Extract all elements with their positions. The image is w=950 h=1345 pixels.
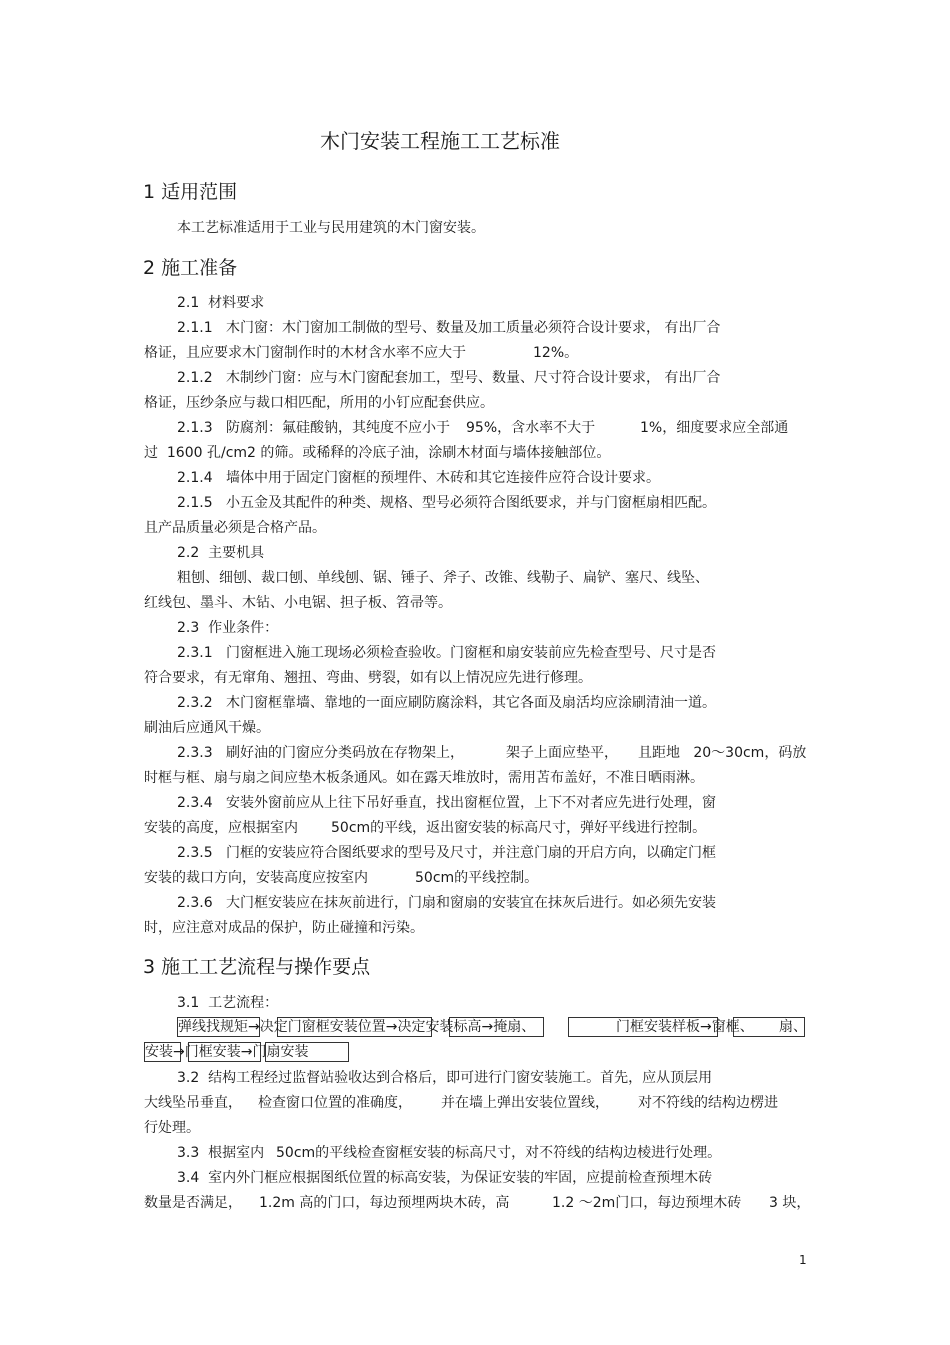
text-line: 1.2m 高的门口，每边预埋两块木砖，高 [259,1195,510,1211]
text-line: 行处理。 [144,1120,200,1136]
text-line: 2.3 作业条件： [177,620,279,636]
text-line: 2.1.2 木制纱门窗：应与木门窗配套加工，型号、数量、尺寸符合设计要求， 有出厂合 [177,370,721,386]
text-line: 50cm的平线，返出窗安装的标高尺寸，弹好平线进行控制。 [331,820,707,836]
flow-text: 弹线找规矩→决定门窗框安装位置→决定安装标高→掩扇、 [178,1019,536,1035]
text-line: 格证，且应要求木门窗制作时的木材含水率不应大于 [144,345,466,361]
text-line: 2.2 主要机具 [177,545,265,561]
text-line: 12%。 [533,345,579,361]
text-line: 1%，细度要求应全部通 [640,420,789,436]
flow-text: 扇、 [779,1019,807,1035]
text-line: 2.3.6 大门框安装应在抹灰前进行，门扇和窗扇的安装宜在抹灰后进行。如必须先安装 [177,895,716,911]
text-line: 时框与框、扇与扇之间应垫木板条通风。如在露天堆放时，需用苫布盖好，不准日晒雨淋。 [144,770,704,786]
paragraph: 本工艺标准适用于工业与民用建筑的木门窗安装。 [177,220,485,236]
text-line: 架子上面应垫平， [506,745,618,761]
section-1-heading: 1 适用范围 [143,181,238,203]
text-line: 95%，含水率不大于 [466,420,596,436]
text-line: 安装的高度，应根据室内 [144,820,298,836]
text-line: 1.2 ～2m门口，每边预埋木砖 [552,1195,742,1211]
text-line: 2.1.3 防腐剂：氟硅酸钠，其纯度不应小于 [177,420,450,436]
text-line: 且产品质量必须是合格产品。 [144,520,326,536]
text-line: 2.1 材料要求 [177,295,265,311]
page-title: 木门安装工程施工工艺标准 [320,129,560,153]
text-line: 2.3.3 刷好油的门窗应分类码放在存物架上， [177,745,464,761]
text-line: 对不符线的结构边楞进 [638,1095,778,1111]
text-line: 2.3.5 门框的安装应符合图纸要求的型号及尺寸，并注意门扇的开启方向，以确定门框 [177,845,716,861]
text-line: 粗刨、细刨、裁口刨、单线刨、锯、锤子、斧子、改锥、线勒子、扁铲、塞尺、线坠、 [177,570,709,586]
text-line: 2.1.5 小五金及其配件的种类、规格、型号必须符合图纸要求，并与门窗框扇相匹配。 [177,495,716,511]
text-line: 数量是否满足， [144,1195,242,1211]
text-line: 2.3.4 安装外窗前应从上往下吊好垂直，找出窗框位置，上下不对者应先进行处理，窗 [177,795,716,811]
page-number: 1 [799,1253,807,1267]
text-line: 50cm的平线检查窗框安装的标高尺寸，对不符线的结构边棱进行处理。 [276,1145,722,1161]
text-line: 安装的裁口方向，安装高度应按室内 [144,870,368,886]
text-line: 2.3.2 木门窗框靠墙、靠地的一面应刷防腐涂料，其它各面及扇活均应涂刷清油一道。 [177,695,716,711]
text-line: 红线包、墨斗、木钻、小电锯、担子板、笤帚等。 [144,595,452,611]
text-line: 3.1 工艺流程： [177,995,279,1011]
text-line: 3 块， [769,1195,811,1211]
text-line: 过 1600 孔/cm2 的筛。或稀释的冷底子油，涂刷木材面与墙体接触部位。 [144,445,611,461]
section-3-heading: 3 施工工艺流程与操作要点 [143,956,371,978]
flow-text: 门框安装样板→窗框、 [616,1019,754,1035]
text-line: 3.3 根据室内 [177,1145,265,1161]
text-line: 2.3.1 门窗框进入施工现场必须检查验收。门窗框和扇安装前应先检查型号、尺寸是否 [177,645,716,661]
text-line: 2.1.1 木门窗：木门窗加工制做的型号、数量及加工质量必须符合设计要求， 有出厂合 [177,320,721,336]
text-line: 大线坠吊垂直， [144,1095,242,1111]
text-line: 刷油后应通风干燥。 [144,720,270,736]
text-line: 格证，压纱条应与裁口相匹配，所用的小钉应配套供应。 [144,395,494,411]
text-line: 并在墙上弹出安装位置线， [441,1095,609,1111]
section-2-heading: 2 施工准备 [143,257,238,279]
text-line: 检查窗口位置的准确度， [258,1095,412,1111]
text-line: 3.2 结构工程经过监督站验收达到合格后，即可进行门窗安装施工。首先，应从顶层用 [177,1070,713,1086]
text-line: 且距地 20～30cm，码放 [638,745,807,761]
text-line: 50cm的平线控制。 [415,870,539,886]
text-line: 时，应注意对成品的保护，防止碰撞和污染。 [144,920,424,936]
text-line: 2.1.4 墙体中用于固定门窗框的预埋件、木砖和其它连接件应符合设计要求。 [177,470,660,486]
flow-text: 安装→门框安装→门扇安装 [145,1044,309,1060]
text-line: 3.4 室内外门框应根据图纸位置的标高安装，为保证安装的牢固，应提前检查预埋木砖 [177,1170,713,1186]
text-line: 符合要求，有无窜角、翘扭、弯曲、劈裂，如有以上情况应先进行修理。 [144,670,592,686]
